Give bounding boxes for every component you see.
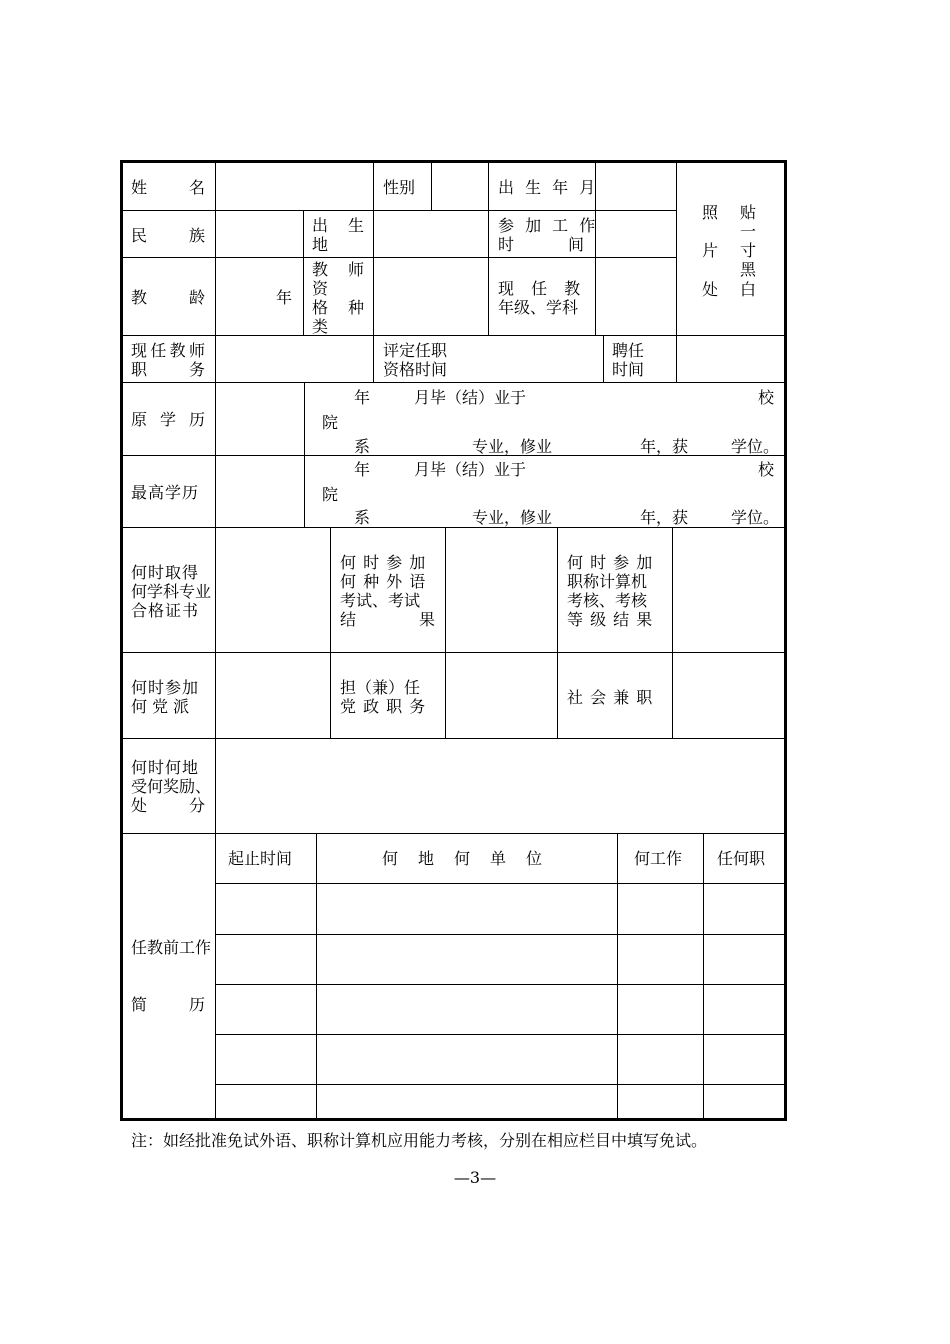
- high-edu-text: 校: [758, 460, 775, 479]
- hire-time-field[interactable]: [678, 337, 783, 381]
- label-work-start: 时 间: [498, 235, 584, 254]
- high-edu-field[interactable]: [217, 457, 303, 526]
- label-hire-time: 时间: [612, 360, 645, 379]
- page-number: —3—: [453, 1168, 497, 1187]
- label-cert: 合格证书: [131, 601, 200, 620]
- high-edu-text: 系: [354, 508, 371, 527]
- rule: [445, 527, 446, 739]
- high-edu-text: 年: [354, 460, 371, 479]
- rule: [120, 652, 785, 653]
- label-high-edu: 最高学历: [131, 483, 200, 502]
- label-birthplace: 地: [312, 235, 329, 254]
- rule: [215, 1084, 785, 1085]
- orig-edu-text: 系: [354, 437, 371, 456]
- label-ethnic: 民 族: [131, 226, 205, 245]
- label-comp-exam: 考核、考核: [567, 591, 648, 610]
- lang-exam-field[interactable]: [447, 529, 556, 651]
- label-cert: 何时取得: [131, 563, 200, 582]
- birthplace-field[interactable]: [375, 212, 487, 256]
- awards-field[interactable]: [217, 740, 783, 832]
- rule: [120, 257, 676, 258]
- name-field[interactable]: [217, 162, 372, 209]
- rule: [215, 160, 216, 336]
- label-current-title: 现 任 教 师: [131, 341, 205, 360]
- rule: [215, 1034, 785, 1035]
- rule: [120, 527, 785, 528]
- photo-label: 照: [702, 203, 719, 222]
- rule: [431, 160, 432, 211]
- photo-label: 一: [740, 222, 757, 241]
- orig-edu-field[interactable]: [217, 384, 303, 454]
- rule: [603, 335, 604, 383]
- label-resume: 任教前工作: [131, 938, 212, 957]
- teach-age-field[interactable]: [217, 259, 272, 334]
- high-edu-text: 月毕（结）业于: [414, 460, 527, 479]
- label-cert: 何学科专业: [131, 582, 212, 601]
- photo-label: 贴: [740, 203, 757, 222]
- rule: [120, 382, 785, 383]
- cert-field[interactable]: [217, 529, 329, 651]
- resume-row[interactable]: [217, 986, 783, 1033]
- label-teach-age: 教 龄: [131, 288, 205, 307]
- ethnic-field[interactable]: [217, 212, 302, 256]
- footnote: 注：如经批准免试外语、职称计算机应用能力考核，分别在相应栏目中填写免试。: [131, 1131, 708, 1150]
- rule: [676, 160, 677, 383]
- rule: [215, 934, 785, 935]
- label-social: 社 会 兼 职: [567, 688, 654, 707]
- label-lang-exam: 考试、考试: [340, 591, 421, 610]
- label-lang-exam: 何 种 外 语: [340, 572, 427, 591]
- photo-label: 白: [740, 280, 757, 299]
- rule: [373, 160, 374, 211]
- rule: [215, 984, 785, 985]
- label-qual-type: 资: [312, 279, 329, 298]
- border-right: [784, 160, 787, 1121]
- rule: [215, 738, 216, 834]
- label-party-post: 党 政 职 务: [340, 697, 427, 716]
- label-name: 姓 名: [131, 178, 205, 197]
- label-eval-time: 资格时间: [383, 360, 448, 379]
- rule: [557, 527, 558, 739]
- label-qual-type: 教 师: [312, 260, 364, 279]
- resume-col-time: 起止时间: [228, 849, 293, 868]
- current-title-field[interactable]: [217, 337, 372, 381]
- label-current-title: 职 务: [131, 360, 205, 379]
- rule: [215, 527, 216, 739]
- rule: [672, 527, 673, 739]
- high-edu-text: 年，获: [640, 508, 689, 527]
- label-comp-exam: 何 时 参 加: [567, 553, 654, 572]
- label-lang-exam: 何 时 参 加: [340, 553, 427, 572]
- party-post-field[interactable]: [447, 654, 556, 737]
- label-party-post: 担（兼）任: [340, 678, 421, 697]
- label-orig-edu: 原 学 历: [131, 410, 205, 429]
- rule: [488, 160, 489, 336]
- gender-field[interactable]: [433, 162, 487, 209]
- label-qual-type: 类: [312, 317, 329, 336]
- social-field[interactable]: [674, 654, 783, 737]
- photo-area[interactable]: [678, 163, 783, 334]
- rule: [303, 210, 304, 336]
- label-comp-exam: 职称计算机: [567, 572, 648, 591]
- teach-age-unit: 年: [276, 288, 293, 307]
- label-birthplace: 出 生: [312, 216, 364, 235]
- label-resume: 简 历: [131, 995, 205, 1014]
- comp-exam-field[interactable]: [674, 529, 783, 651]
- rule: [120, 335, 785, 336]
- rule: [120, 738, 785, 739]
- orig-edu-text: 校: [758, 388, 775, 407]
- rule: [304, 382, 305, 528]
- resume-row[interactable]: [217, 885, 783, 933]
- orig-edu-text: 月毕（结）业于: [414, 388, 527, 407]
- resume-row[interactable]: [217, 936, 783, 983]
- label-hire-time: 聘任: [612, 341, 645, 360]
- high-edu-text: 专业，修业: [472, 508, 553, 527]
- resume-row[interactable]: [217, 1086, 783, 1117]
- current-grade-field[interactable]: [597, 259, 675, 334]
- label-lang-exam: 结 果: [340, 610, 435, 629]
- label-party: 何 党 派: [131, 697, 190, 716]
- rule: [120, 210, 676, 211]
- resume-col-work: 何工作: [634, 849, 683, 868]
- photo-label: 片: [702, 241, 719, 260]
- resume-row[interactable]: [217, 1036, 783, 1083]
- border-left: [120, 160, 123, 1121]
- border-bottom: [120, 1118, 787, 1121]
- label-gender: 性别: [383, 178, 416, 197]
- rule: [373, 335, 374, 383]
- label-current-grade: 现 任 教: [498, 279, 587, 298]
- rule: [120, 833, 785, 834]
- rule: [373, 210, 374, 336]
- label-birth: 出 生 年 月: [498, 178, 599, 197]
- resume-col-post: 任何职: [717, 849, 766, 868]
- birth-date-field[interactable]: [597, 162, 675, 209]
- resume-col-place: 何 地 何 单 位: [382, 849, 545, 868]
- rule: [215, 335, 216, 383]
- photo-label: 寸: [740, 241, 757, 260]
- rule: [330, 527, 331, 739]
- orig-edu-text: 年: [354, 388, 371, 407]
- high-edu-text: 学位。: [731, 508, 780, 527]
- label-comp-exam: 等 级 结 果: [567, 610, 654, 629]
- rule: [215, 883, 785, 884]
- label-qual-type: 格 种: [312, 298, 364, 317]
- work-start-field[interactable]: [597, 212, 675, 256]
- photo-label: 黑: [740, 260, 757, 279]
- orig-edu-text: 年，获: [640, 437, 689, 456]
- rule: [215, 833, 216, 1119]
- label-eval-time: 评定任职: [383, 341, 448, 360]
- eval-time-field[interactable]: [490, 337, 602, 381]
- high-edu-text: 院: [322, 485, 339, 504]
- rule: [215, 382, 216, 528]
- label-party: 何时参加: [131, 678, 200, 697]
- label-awards: 何时何地: [131, 758, 200, 777]
- label-awards: 受何奖励、: [131, 777, 212, 796]
- label-current-grade: 年级、学科: [498, 298, 579, 317]
- qual-type-field[interactable]: [375, 259, 487, 334]
- orig-edu-text: 学位。: [731, 437, 780, 456]
- label-work-start: 参 加 工 作: [498, 216, 599, 235]
- party-field[interactable]: [217, 654, 329, 737]
- orig-edu-text: 院: [322, 413, 339, 432]
- photo-label: 处: [702, 280, 719, 299]
- label-awards: 处 分: [131, 796, 205, 815]
- orig-edu-text: 专业，修业: [472, 437, 553, 456]
